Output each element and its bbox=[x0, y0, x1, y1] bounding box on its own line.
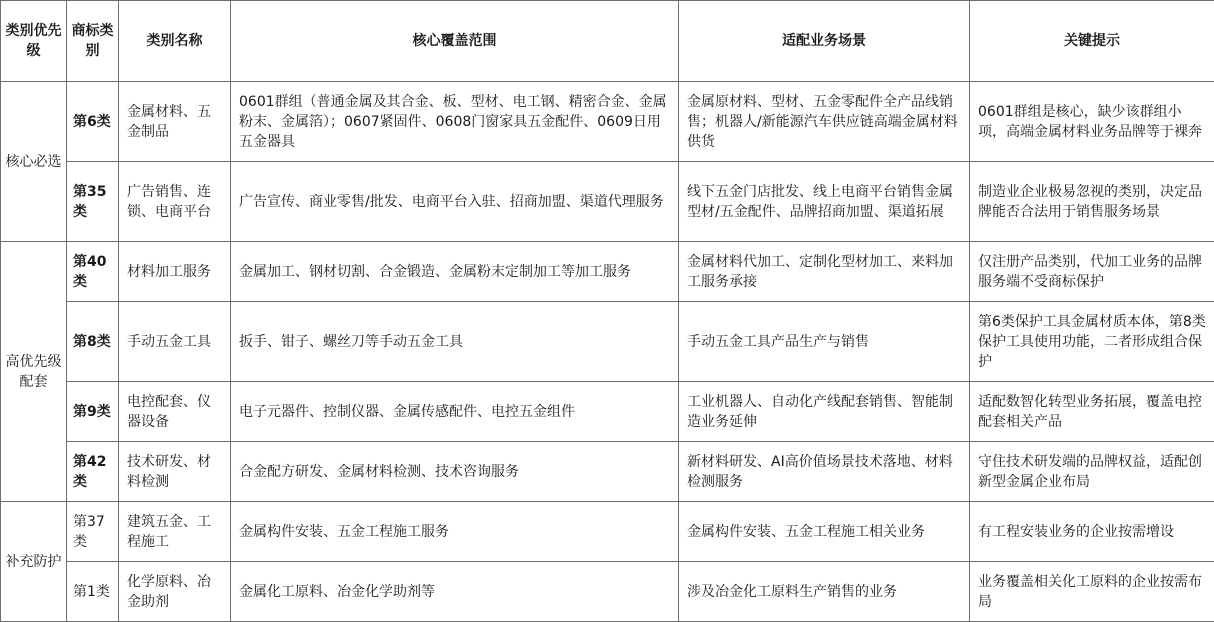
coverage-cell: 金属化工原料、冶金化学助剂等 bbox=[231, 562, 679, 622]
name-cell: 电控配套、仪器设备 bbox=[119, 382, 231, 442]
name-cell: 金属材料、五金制品 bbox=[119, 82, 231, 162]
scenario-cell: 工业机器人、自动化产线配套销售、智能制造业务延伸 bbox=[679, 382, 970, 442]
table-header-row bbox=[1, 1, 1214, 82]
table-row bbox=[1, 442, 1214, 502]
table-row bbox=[1, 562, 1214, 622]
header-priority: 类别优先级 bbox=[1, 1, 67, 82]
table-row bbox=[1, 242, 1214, 302]
tips-cell: 守住技术研发端的品牌权益，适配创新型金属企业布局 bbox=[970, 442, 1214, 502]
coverage-cell: 合金配方研发、金属材料检测、技术咨询服务 bbox=[231, 442, 679, 502]
name-cell: 技术研发、材料检测 bbox=[119, 442, 231, 502]
scenario-cell: 新材料研发、AI高价值场景技术落地、材料检测服务 bbox=[679, 442, 970, 502]
class-cell: 第8类 bbox=[67, 302, 119, 382]
tips-cell: 有工程安装业务的企业按需增设 bbox=[970, 502, 1214, 562]
tips-cell: 0601群组是核心，缺少该群组小项，高端金属材料业务品牌等于裸奔 bbox=[970, 82, 1214, 162]
coverage-cell: 广告宣传、商业零售/批发、电商平台入驻、招商加盟、渠道代理服务 bbox=[231, 162, 679, 242]
class-cell: 第35类 bbox=[67, 162, 119, 242]
class-cell: 第37类 bbox=[67, 502, 119, 562]
header-name: 类别名称 bbox=[119, 1, 231, 82]
table-row bbox=[1, 302, 1214, 382]
name-cell: 手动五金工具 bbox=[119, 302, 231, 382]
class-cell: 第6类 bbox=[67, 82, 119, 162]
class-cell: 第42类 bbox=[67, 442, 119, 502]
tips-cell: 第6类保护工具金属材质本体，第8类保护工具使用功能，二者形成组合保护 bbox=[970, 302, 1214, 382]
coverage-cell: 电子元器件、控制仪器、金属传感配件、电控五金组件 bbox=[231, 382, 679, 442]
table-row bbox=[1, 382, 1214, 442]
tier-supplement: 补充防护 bbox=[1, 502, 67, 622]
table-row bbox=[1, 82, 1214, 162]
coverage-cell: 金属构件安装、五金工程施工服务 bbox=[231, 502, 679, 562]
table-row bbox=[1, 162, 1214, 242]
coverage-cell: 0601群组（普通金属及其合金、板、型材、电工钢、精密合金、金属粉末、金属箔）；0607紧固件、0608门窗家具五金配件、0609日用五金器具 bbox=[231, 82, 679, 162]
name-cell: 建筑五金、工程施工 bbox=[119, 502, 231, 562]
tips-cell: 业务覆盖相关化工原料的企业按需布局 bbox=[970, 562, 1214, 622]
scenario-cell: 金属材料代加工、定制化型材加工、来料加工服务承接 bbox=[679, 242, 970, 302]
class-cell: 第1类 bbox=[67, 562, 119, 622]
coverage-cell: 金属加工、钢材切割、合金锻造、金属粉末定制加工等加工服务 bbox=[231, 242, 679, 302]
tips-cell: 适配数智化转型业务拓展，覆盖电控配套相关产品 bbox=[970, 382, 1214, 442]
class-cell: 第9类 bbox=[67, 382, 119, 442]
tier-core: 核心必选 bbox=[1, 82, 67, 242]
name-cell: 化学原料、冶金助剂 bbox=[119, 562, 231, 622]
name-cell: 广告销售、连锁、电商平台 bbox=[119, 162, 231, 242]
table-row bbox=[1, 502, 1214, 562]
tips-cell: 仅注册产品类别，代加工业务的品牌服务端不受商标保护 bbox=[970, 242, 1214, 302]
header-scenario: 适配业务场景 bbox=[679, 1, 970, 82]
tips-cell: 制造业企业极易忽视的类别，决定品牌能否合法用于销售服务场景 bbox=[970, 162, 1214, 242]
class-cell: 第40类 bbox=[67, 242, 119, 302]
scenario-cell: 涉及冶金化工原料生产销售的业务 bbox=[679, 562, 970, 622]
tier-high: 高优先级配套 bbox=[1, 242, 67, 502]
name-cell: 材料加工服务 bbox=[119, 242, 231, 302]
scenario-cell: 手动五金工具产品生产与销售 bbox=[679, 302, 970, 382]
scenario-cell: 线下五金门店批发、线上电商平台销售金属型材/五金配件、品牌招商加盟、渠道拓展 bbox=[679, 162, 970, 242]
scenario-cell: 金属构件安装、五金工程施工相关业务 bbox=[679, 502, 970, 562]
header-tips: 关键提示 bbox=[970, 1, 1214, 82]
header-class: 商标类别 bbox=[67, 1, 119, 82]
header-coverage: 核心覆盖范围 bbox=[231, 1, 679, 82]
coverage-cell: 扳手、钳子、螺丝刀等手动五金工具 bbox=[231, 302, 679, 382]
scenario-cell: 金属原材料、型材、五金零配件全产品线销售；机器人/新能源汽车供应链高端金属材料供货 bbox=[679, 82, 970, 162]
